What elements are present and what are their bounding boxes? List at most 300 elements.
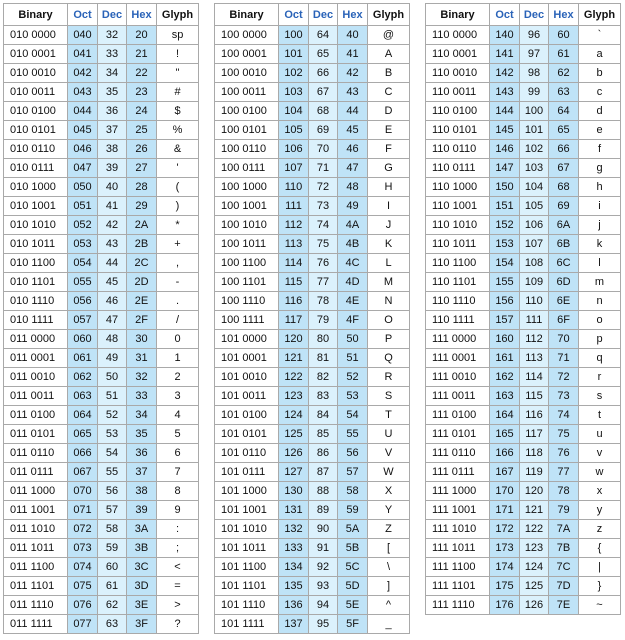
dec-cell: 44 [98,254,127,273]
binary-cell: 110 0100 [426,102,490,121]
glyph-cell: 8 [157,482,199,501]
table-row [426,197,621,216]
binary-cell: 010 0010 [4,64,68,83]
binary-cell: 101 0110 [215,444,279,463]
oct-cell: 051 [68,197,98,216]
glyph-cell: * [157,216,199,235]
hex-cell: 30 [127,330,157,349]
oct-cell: 071 [68,501,98,520]
glyph-cell: E [368,121,410,140]
hex-cell: 39 [127,501,157,520]
table-row [4,349,199,368]
glyph-cell: Z [368,520,410,539]
glyph-cell: 0 [157,330,199,349]
glyph-cell: ~ [579,596,621,615]
oct-cell: 117 [279,311,309,330]
binary-cell: 010 0001 [4,45,68,64]
table-row [215,178,410,197]
glyph-cell: 2 [157,368,199,387]
dec-cell: 50 [98,368,127,387]
hex-cell: 7E [549,596,579,615]
hex-cell: 50 [338,330,368,349]
oct-cell: 065 [68,425,98,444]
glyph-cell: , [157,254,199,273]
hex-cell: 7B [549,539,579,558]
glyph-cell: t [579,406,621,425]
dec-cell: 99 [520,83,549,102]
oct-cell: 135 [279,577,309,596]
binary-cell: 110 0000 [426,26,490,45]
hex-cell: 5F [338,615,368,634]
table-row [215,273,410,292]
binary-cell: 101 0011 [215,387,279,406]
oct-cell: 134 [279,558,309,577]
hex-cell: 77 [549,463,579,482]
glyph-cell: x [579,482,621,501]
binary-cell: 100 1000 [215,178,279,197]
dec-cell: 92 [309,558,338,577]
glyph-cell: ( [157,178,199,197]
glyph-cell: g [579,159,621,178]
glyph-cell: ` [579,26,621,45]
table-row [215,159,410,178]
glyph-cell: ; [157,539,199,558]
binary-cell: 010 1110 [4,292,68,311]
binary-cell: 010 0000 [4,26,68,45]
oct-cell: 163 [490,387,520,406]
dec-cell: 37 [98,121,127,140]
oct-cell: 077 [68,615,98,634]
glyph-cell: 6 [157,444,199,463]
hex-cell: 21 [127,45,157,64]
hex-cell: 72 [549,368,579,387]
glyph-cell: b [579,64,621,83]
oct-cell: 043 [68,83,98,102]
table-row [215,83,410,102]
dec-cell: 72 [309,178,338,197]
dec-cell: 114 [520,368,549,387]
binary-cell: 110 1100 [426,254,490,273]
oct-cell: 052 [68,216,98,235]
glyph-cell: y [579,501,621,520]
glyph-cell: H [368,178,410,197]
header-oct: Oct [490,4,520,26]
dec-cell: 85 [309,425,338,444]
table-row [426,121,621,140]
binary-cell: 110 0011 [426,83,490,102]
dec-cell: 118 [520,444,549,463]
binary-cell: 011 0001 [4,349,68,368]
glyph-cell: ) [157,197,199,216]
binary-cell: 111 1001 [426,501,490,520]
binary-cell: 011 0110 [4,444,68,463]
dec-cell: 53 [98,425,127,444]
table-row [426,83,621,102]
glyph-cell: A [368,45,410,64]
oct-cell: 170 [490,482,520,501]
dec-cell: 88 [309,482,338,501]
hex-cell: 75 [549,425,579,444]
glyph-cell: ? [157,615,199,634]
hex-cell: 2A [127,216,157,235]
table-row [215,501,410,520]
binary-cell: 011 1010 [4,520,68,539]
glyph-cell: a [579,45,621,64]
table-row [426,330,621,349]
glyph-cell: f [579,140,621,159]
glyph-cell: N [368,292,410,311]
glyph-cell: 3 [157,387,199,406]
hex-cell: 66 [549,140,579,159]
ascii-table-1 [3,3,199,634]
binary-cell: 101 0101 [215,425,279,444]
hex-cell: 3F [127,615,157,634]
binary-cell: 010 0101 [4,121,68,140]
binary-cell: 111 0100 [426,406,490,425]
glyph-cell: Q [368,349,410,368]
hex-cell: 63 [549,83,579,102]
dec-cell: 112 [520,330,549,349]
dec-cell: 87 [309,463,338,482]
dec-cell: 80 [309,330,338,349]
oct-cell: 147 [490,159,520,178]
glyph-cell: k [579,235,621,254]
binary-cell: 010 1100 [4,254,68,273]
table-row [215,463,410,482]
dec-cell: 102 [520,140,549,159]
binary-cell: 100 1011 [215,235,279,254]
hex-cell: 7C [549,558,579,577]
binary-cell: 101 1101 [215,577,279,596]
glyph-cell: X [368,482,410,501]
table-row [215,26,410,45]
table-row [4,254,199,273]
dec-cell: 65 [309,45,338,64]
oct-cell: 103 [279,83,309,102]
binary-cell: 101 1111 [215,615,279,634]
hex-cell: 68 [549,178,579,197]
dec-cell: 68 [309,102,338,121]
binary-cell: 101 0000 [215,330,279,349]
binary-cell: 111 0001 [426,349,490,368]
header-dec: Dec [309,4,338,26]
table-row [215,330,410,349]
dec-cell: 41 [98,197,127,216]
glyph-cell: u [579,425,621,444]
hex-cell: 53 [338,387,368,406]
hex-cell: 4B [338,235,368,254]
oct-cell: 123 [279,387,309,406]
glyph-cell: q [579,349,621,368]
dec-cell: 119 [520,463,549,482]
binary-cell: 101 1010 [215,520,279,539]
dec-cell: 82 [309,368,338,387]
oct-cell: 124 [279,406,309,425]
hex-cell: 69 [549,197,579,216]
binary-cell: 010 1000 [4,178,68,197]
oct-cell: 120 [279,330,309,349]
binary-cell: 011 1101 [4,577,68,596]
dec-cell: 40 [98,178,127,197]
table-row [4,121,199,140]
binary-cell: 100 0100 [215,102,279,121]
hex-cell: 6B [549,235,579,254]
hex-cell: 70 [549,330,579,349]
hex-cell: 28 [127,178,157,197]
binary-cell: 100 1110 [215,292,279,311]
oct-cell: 172 [490,520,520,539]
glyph-cell: ^ [368,596,410,615]
header-glyph: Glyph [368,4,410,26]
dec-cell: 120 [520,482,549,501]
dec-cell: 96 [520,26,549,45]
oct-cell: 167 [490,463,520,482]
dec-cell: 34 [98,64,127,83]
binary-cell: 111 1100 [426,558,490,577]
table-row [4,159,199,178]
dec-cell: 38 [98,140,127,159]
glyph-cell: . [157,292,199,311]
oct-cell: 116 [279,292,309,311]
glyph-cell: [ [368,539,410,558]
binary-cell: 111 1110 [426,596,490,615]
dec-cell: 52 [98,406,127,425]
glyph-cell: p [579,330,621,349]
table-row [4,615,199,634]
glyph-cell: : [157,520,199,539]
dec-cell: 117 [520,425,549,444]
oct-cell: 041 [68,45,98,64]
hex-cell: 73 [549,387,579,406]
hex-cell: 59 [338,501,368,520]
dec-cell: 84 [309,406,338,425]
hex-cell: 36 [127,444,157,463]
binary-cell: 111 1101 [426,577,490,596]
glyph-cell: ' [157,159,199,178]
oct-cell: 040 [68,26,98,45]
binary-cell: 100 0110 [215,140,279,159]
oct-cell: 111 [279,197,309,216]
dec-cell: 86 [309,444,338,463]
binary-cell: 010 1001 [4,197,68,216]
table-row [426,140,621,159]
table-row [4,216,199,235]
oct-cell: 050 [68,178,98,197]
binary-cell: 110 0111 [426,159,490,178]
dec-cell: 55 [98,463,127,482]
oct-cell: 045 [68,121,98,140]
header-row [215,4,410,26]
hex-cell: 41 [338,45,368,64]
glyph-cell: O [368,311,410,330]
hex-cell: 54 [338,406,368,425]
dec-cell: 51 [98,387,127,406]
hex-cell: 47 [338,159,368,178]
dec-cell: 61 [98,577,127,596]
header-binary: Binary [426,4,490,26]
hex-cell: 3C [127,558,157,577]
dec-cell: 104 [520,178,549,197]
oct-cell: 150 [490,178,520,197]
oct-cell: 110 [279,178,309,197]
table-row [215,102,410,121]
hex-cell: 6E [549,292,579,311]
hex-cell: 4F [338,311,368,330]
table-row [426,45,621,64]
header-binary: Binary [215,4,279,26]
hex-cell: 4A [338,216,368,235]
table-row [4,558,199,577]
table-row [426,254,621,273]
binary-cell: 101 0100 [215,406,279,425]
header-hex: Hex [127,4,157,26]
dec-cell: 35 [98,83,127,102]
glyph-cell: > [157,596,199,615]
binary-cell: 010 0100 [4,102,68,121]
table-row [426,349,621,368]
binary-cell: 110 0010 [426,64,490,83]
oct-cell: 157 [490,311,520,330]
hex-cell: 24 [127,102,157,121]
table-row [215,311,410,330]
oct-cell: 053 [68,235,98,254]
glyph-cell: V [368,444,410,463]
table-row [215,140,410,159]
table-row [4,102,199,121]
glyph-cell: sp [157,26,199,45]
oct-cell: 074 [68,558,98,577]
binary-cell: 010 1011 [4,235,68,254]
binary-cell: 010 0111 [4,159,68,178]
table-row [426,273,621,292]
glyph-cell: @ [368,26,410,45]
dec-cell: 122 [520,520,549,539]
binary-cell: 100 0111 [215,159,279,178]
hex-cell: 79 [549,501,579,520]
oct-cell: 114 [279,254,309,273]
dec-cell: 78 [309,292,338,311]
table-row [215,615,410,634]
oct-cell: 115 [279,273,309,292]
binary-cell: 110 1101 [426,273,490,292]
dec-cell: 70 [309,140,338,159]
ascii-table-2 [214,3,410,634]
table-row [426,102,621,121]
dec-cell: 39 [98,159,127,178]
glyph-cell: M [368,273,410,292]
glyph-cell: z [579,520,621,539]
dec-cell: 125 [520,577,549,596]
glyph-cell: i [579,197,621,216]
table-row [426,482,621,501]
hex-cell: 52 [338,368,368,387]
binary-cell: 100 1111 [215,311,279,330]
dec-cell: 63 [98,615,127,634]
dec-cell: 83 [309,387,338,406]
oct-cell: 075 [68,577,98,596]
dec-cell: 115 [520,387,549,406]
table-row [4,178,199,197]
dec-cell: 103 [520,159,549,178]
glyph-cell: # [157,83,199,102]
table-row [4,425,199,444]
dec-cell: 46 [98,292,127,311]
oct-cell: 146 [490,140,520,159]
binary-cell: 011 0101 [4,425,68,444]
dec-cell: 89 [309,501,338,520]
dec-cell: 66 [309,64,338,83]
table-row [4,482,199,501]
glyph-cell: v [579,444,621,463]
table-row [215,121,410,140]
binary-cell: 100 0000 [215,26,279,45]
binary-cell: 101 0111 [215,463,279,482]
glyph-cell: L [368,254,410,273]
oct-cell: 063 [68,387,98,406]
glyph-cell: s [579,387,621,406]
binary-cell: 111 0110 [426,444,490,463]
glyph-cell: 5 [157,425,199,444]
table-row [426,520,621,539]
hex-cell: 2B [127,235,157,254]
oct-cell: 164 [490,406,520,425]
hex-cell: 4D [338,273,368,292]
binary-cell: 111 1010 [426,520,490,539]
dec-cell: 109 [520,273,549,292]
dec-cell: 101 [520,121,549,140]
header-oct: Oct [279,4,309,26]
hex-cell: 29 [127,197,157,216]
binary-cell: 011 0000 [4,330,68,349]
table-row [4,45,199,64]
dec-cell: 126 [520,596,549,615]
dec-cell: 47 [98,311,127,330]
binary-cell: 100 0101 [215,121,279,140]
hex-cell: 61 [549,45,579,64]
binary-cell: 100 1101 [215,273,279,292]
hex-cell: 5D [338,577,368,596]
glyph-cell: B [368,64,410,83]
oct-cell: 162 [490,368,520,387]
table-row [4,387,199,406]
table-row [4,26,199,45]
hex-cell: 2C [127,254,157,273]
oct-cell: 145 [490,121,520,140]
table-row [215,64,410,83]
glyph-cell: F [368,140,410,159]
glyph-cell: < [157,558,199,577]
binary-cell: 101 1110 [215,596,279,615]
glyph-cell: & [157,140,199,159]
hex-cell: 65 [549,121,579,140]
table-row [215,368,410,387]
binary-cell: 100 0011 [215,83,279,102]
hex-cell: 4C [338,254,368,273]
hex-cell: 23 [127,83,157,102]
table-row [4,83,199,102]
binary-cell: 110 0101 [426,121,490,140]
dec-cell: 95 [309,615,338,634]
header-dec: Dec [98,4,127,26]
oct-cell: 174 [490,558,520,577]
table-row [215,254,410,273]
glyph-cell: 1 [157,349,199,368]
oct-cell: 104 [279,102,309,121]
oct-cell: 165 [490,425,520,444]
table-row [426,425,621,444]
binary-cell: 111 0010 [426,368,490,387]
oct-cell: 113 [279,235,309,254]
